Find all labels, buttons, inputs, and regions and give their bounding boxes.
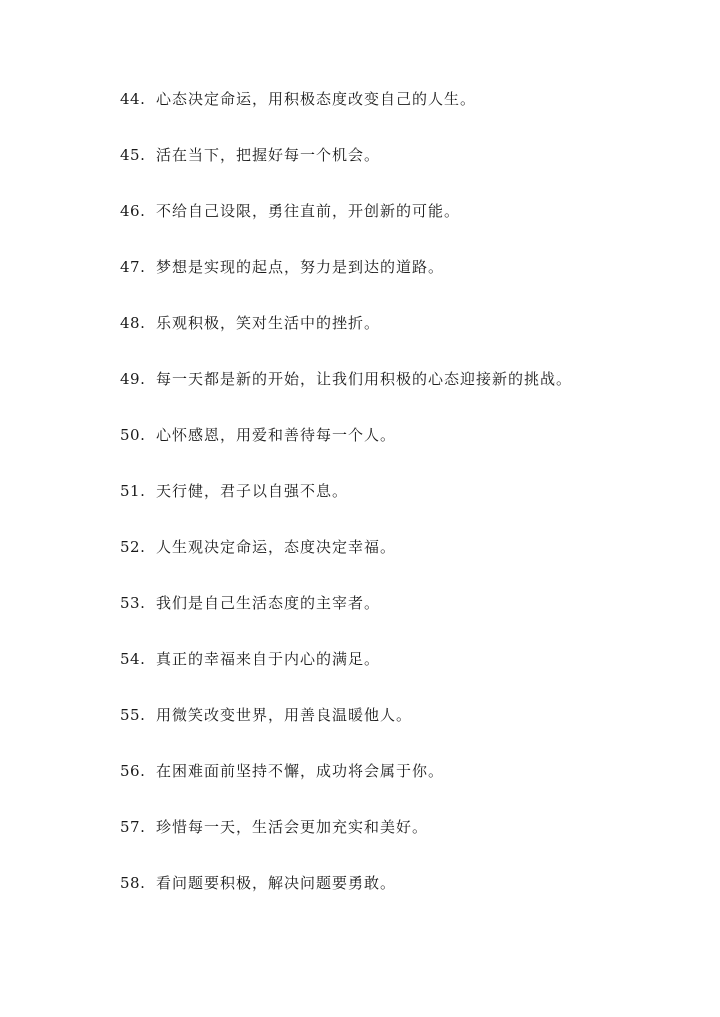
item-text: 乐观积极，笑对生活中的挫折。 — [156, 314, 381, 332]
item-number: 52. — [120, 538, 146, 556]
item-number: 53. — [120, 594, 146, 612]
item-text: 人生观决定命运，态度决定幸福。 — [156, 538, 397, 556]
item-text: 梦想是实现的起点，努力是到达的道路。 — [156, 258, 445, 276]
list-item — [120, 86, 572, 142]
list-item — [120, 198, 572, 254]
item-text: 用微笑改变世界，用善良温暖他人。 — [156, 706, 413, 724]
quote-list — [120, 86, 572, 926]
item-number: 46. — [120, 202, 146, 220]
item-number: 56. — [120, 762, 146, 780]
item-number: 54. — [120, 650, 146, 668]
item-text: 每一天都是新的开始，让我们用积极的心态迎接新的挑战。 — [156, 370, 573, 388]
item-text: 看问题要积极，解决问题要勇敢。 — [156, 874, 397, 892]
item-number: 44. — [120, 90, 146, 108]
item-number: 57. — [120, 818, 146, 836]
item-number: 45. — [120, 146, 146, 164]
item-number: 50. — [120, 426, 146, 444]
list-item — [120, 870, 572, 926]
item-text: 不给自己设限，勇往直前，开创新的可能。 — [156, 202, 461, 220]
list-item — [120, 534, 572, 590]
item-text: 天行健，君子以自强不息。 — [156, 482, 349, 500]
list-item — [120, 478, 572, 534]
item-text: 心态决定命运，用积极态度改变自己的人生。 — [156, 90, 477, 108]
item-text: 珍惜每一天，生活会更加充实和美好。 — [156, 818, 429, 836]
item-number: 55. — [120, 706, 146, 724]
item-text: 真正的幸福来自于内心的满足。 — [156, 650, 381, 668]
list-item — [120, 646, 572, 702]
list-item — [120, 254, 572, 310]
item-number: 49. — [120, 370, 146, 388]
item-text: 心怀感恩，用爱和善待每一个人。 — [156, 426, 397, 444]
item-text: 活在当下，把握好每一个机会。 — [156, 146, 381, 164]
item-number: 58. — [120, 874, 146, 892]
list-item — [120, 310, 572, 366]
item-number: 48. — [120, 314, 146, 332]
list-item — [120, 422, 572, 478]
list-item — [120, 590, 572, 646]
list-item — [120, 814, 572, 870]
list-item — [120, 702, 572, 758]
list-item — [120, 142, 572, 198]
item-number: 51. — [120, 482, 146, 500]
item-text: 我们是自己生活态度的主宰者。 — [156, 594, 381, 612]
item-text: 在困难面前坚持不懈，成功将会属于你。 — [156, 762, 445, 780]
list-item — [120, 366, 572, 422]
list-item — [120, 758, 572, 814]
item-number: 47. — [120, 258, 146, 276]
